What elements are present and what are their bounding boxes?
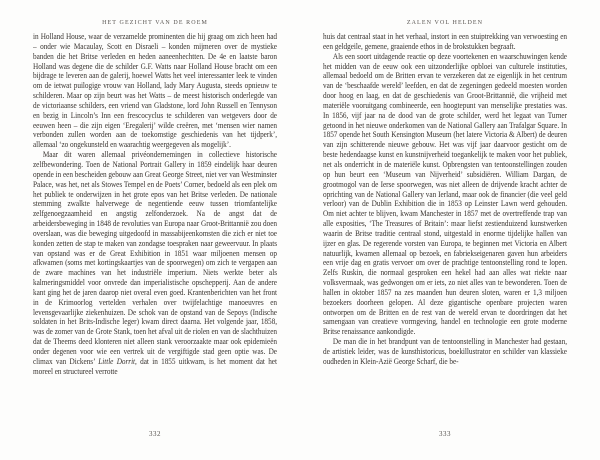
page-text-right-wrap [323, 32, 567, 430]
paragraph-text: De man die in het brandpunt van de tentoonstelling in Manchester had gestaan, de artistiek leider, was de kunsthistoricus, boekillustrator en schilder van klassieke oudheden in Klein-Azië George Scharf, die be- [323, 337, 567, 366]
paragraph-text: Maar dit waren allemaal privéondernemingen in collectieve historische zelfbewondering. Toen de National Portrait Gallery in 1859 eindelijk haar deuren opende in een bescheiden gebouw aan Great George Street, niet ver van Westminster Palace, was het, net als Stowes Tempel en de Poets’ Corner, bedoeld als een plek om het publiek te onderwijzen in het grote epos van het Britse verleden. De nationale stemming zwalkte halverwege de negentiende eeuw tussen triomfantelijke zelfgenoegzaamheid en angstig zelfonderzoek. Na de angst dat de arbeidersbeweging in 1848 de revoluties van Europa naar Groot-Brittannië zou doen overslaan, was die beweging uitgedoofd in massabijeenkomsten die zich er niet toe konden zetten de stap te maken van zondagse toespraken naar geweervuur. In plaats van opstand was er de Great Exhibition in 1851 waar miljoenen mensen op afkwamen (soms met kortingskaartjes van de spoorwegen) om zich te vergapen aan de zware machines van het industriële imperium. Niets werkte beter als kalmeringsmiddel voor onvrede dan imperialistische opschepperij. Aan de andere kant ging het de jaren daarop niet overal even goed. Krantenberichten van het front in de Krimoorlog vertelden verhalen over twijfelachtige manoeuvres en levensgevaarlijke ziekenhuizen. De schok van de opstand van de Sepoys (Indische soldaten in het Brits-Indische leger) kwam direct daarna. Het volgende jaar, 1858, was de zomer van de Grote Stank, toen het afval uit de riolen en van de slachthuizen dat de Theems deed klonteren niet alleen stank veroorzaakte maar ook epidemieën onder degenen voor wie een vertrek uit de vergiftigde stad geen optie was. De climax van Dickens’ [33, 150, 277, 366]
paragraph-text: in Holland House, waar de verzamelde prominenten die hij graag om zich heen had – onder wie Macaulay, Scott en Disraeli – konden mijmeren over de mystieke banden die het Britse verleden en heden aaneenhechtten. De 4e en laatste baron Holland was degene die de schilder G.F. Watts naar Holland House bracht om een bijdrage te leveren aan de galerij, hoewel Watts het veel interessanter leek te vinden om de ietwat puilogige vrouw van Holland, lady Mary Augusta, steeds opnieuw te schilderen. Maar op zijn beurt was het Watts – de meest historisch onderlegde van de victoriaanse schilders, een vriend van Gladstone, lord John Russell en Tennyson en bezig in Lincoln’s Inn een frescocyclus te schilderen van wetgevers door de eeuwen heen – die zijn eigen ‘Eregalerij’ wilde creëren, met ‘mensen wier namen verbonden zullen worden aan de toekomstige geschiedenis van het tijdperk’, allemaal ‘zo ongekunsteld en waarachtig weergegeven als mogelijk’. [33, 32, 277, 150]
page-text-left-wrap [33, 32, 277, 430]
paragraph [323, 32, 567, 52]
book-title-italic: Little Dorrit [98, 356, 136, 366]
paragraph [33, 150, 277, 376]
paragraph [323, 337, 567, 367]
paragraph-text: Als een soort uitdagende reactie op deze voortekenen en waarschuwingen kende het midden van de eeuw ook een uitzonderlijke opbloei van culturele instituties, allemaal bedoeld om de Britten ervan te verzekeren dat ze eigenlijk in het centrum van de ‘beschaafde wereld’ leefden, en dat de zegeningen gedeeld moesten worden door hoog en laag, en dat de geschiedenis van Groot-Brittannië, die vrijheid met materiële vooruitgang combineerde, een hoogtepunt van menselijke prestaties was. In 1856, vijf jaar na de dood van de grote schilder, werd het legaat van Turner getoond in het nieuwe onderkomen van de National Gallery aan Trafalgar Square. In 1857 opende het South Kensington Museum (het latere Victoria & Albert) de deuren van zijn schitterende nieuwe gebouw. Het was vijf jaar daarvoor gesticht om de beste hedendaagse kunst en kunstnijverheid toegankelijk te maken voor het publiek, net als onderricht in de materiële kunst. Opbrengsten van tentoonstellingen zouden op hun beurt een ‘Museum van Nijverheid’ subsidiëren. William Dargan, de grootmogol van de Ierse spoorwegen, was niet alleen de drijvende kracht achter de oprichting van de National Gallery van Ierland, maar ook de financier (die veel geld verloor) van de Dublin Exhibition die in 1853 op Leinster Lawn werd gehouden. Om niet achter te blijven, kwam Manchester in 1857 met de overtreffende trap van alle exposities, ‘The Treasures of Britain’: maar liefst zestienduizend kunstwerken waarin de Britse traditie centraal stond, uitgestald in enorme tijdelijke hallen van ijzer en glas. De regerende vorsten van Europa, te beginnen met Victoria en Albert natuurlijk, kwamen allemaal op bezoek, en fabriekseigenaren gaven hun arbeiders een vrije dag en gratis vervoer om over de prachtige tentoonstelling rond te lopen. Zelfs Ruskin, die normaal gesproken een hekel had aan alles wat riekte naar volksvermaak, was gedwongen om er iets, zo niet alles van te bewonderen. Toen de hallen in oktober 1857 na zes maanden hun deuren sloten, waren er 1,3 miljoen bezoekers doorheen gelopen. Al deze gigantische openbare projecten waren ontworpen om de Britten en de rest van de wereld ervan te doordringen dat het samengaan van creatieve vormgeving, handel en technologie een grote moderne Britse renaissance aankondigde. [323, 51, 567, 337]
page-right [300, 0, 600, 460]
page-number-right: 333 [439, 430, 451, 438]
page-text-right [323, 32, 567, 367]
paragraph [323, 52, 567, 337]
running-header-right: ZALEN VOL HELDEN [406, 20, 484, 26]
paragraph [33, 32, 277, 150]
running-header-left: HET GEZICHT VAN DE ROEM [102, 20, 208, 26]
page-number-left: 332 [149, 430, 161, 438]
page-text-left [33, 32, 277, 377]
paragraph-text: huis dat centraal staat in het verhaal, instort in een stuiptrekking van verwoesting en een geldgeile, gemene, graaiende ethos in de brokstukken begraaft. [323, 32, 567, 51]
paragraph-text: , dat in 1855 uitkwam, is het moment dat het moreel en structureel verrotte [33, 356, 277, 376]
